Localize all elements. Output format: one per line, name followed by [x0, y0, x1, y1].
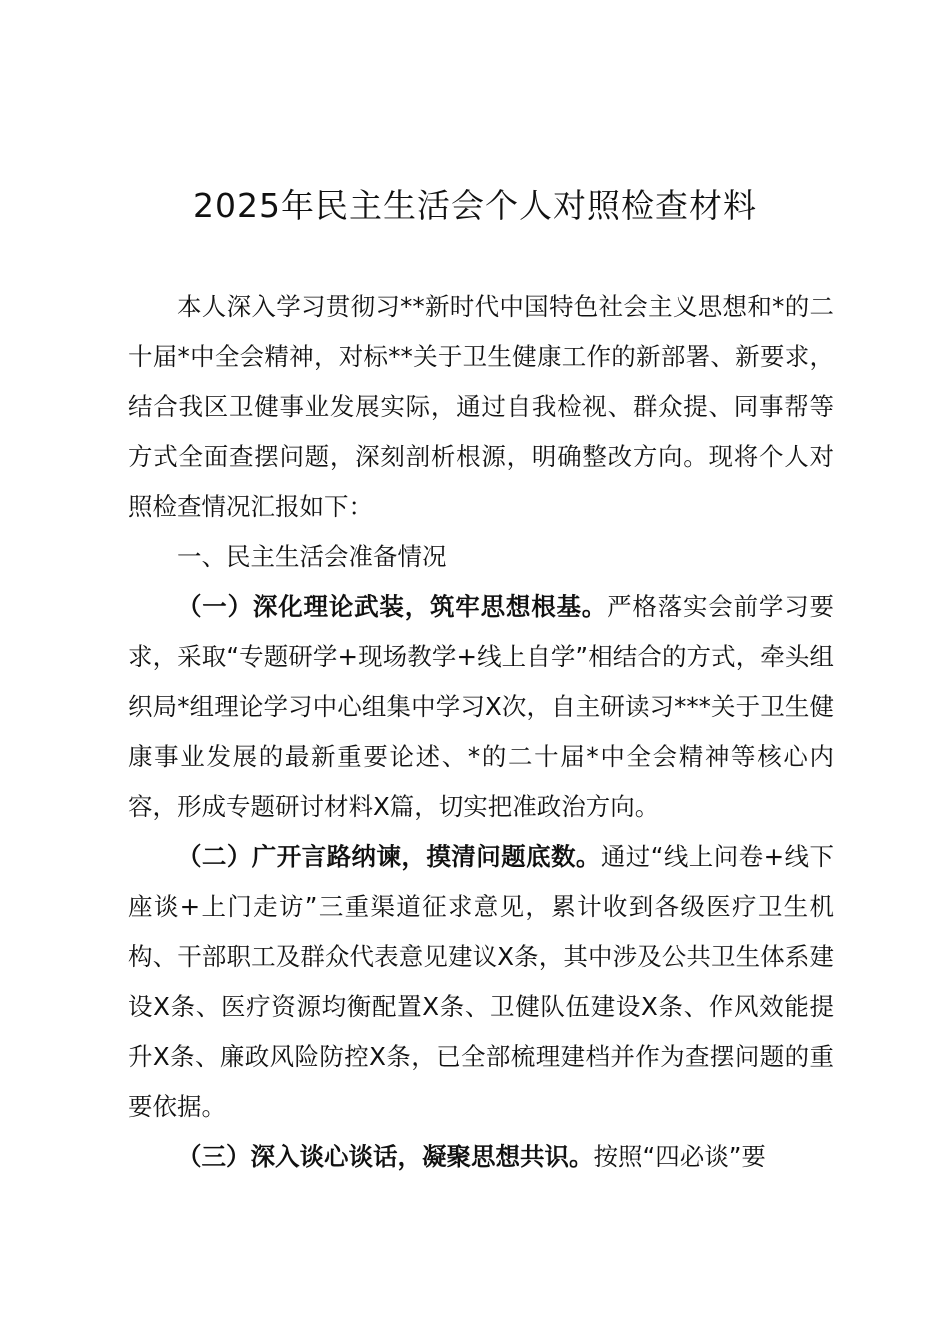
- item-paragraph-3: [128, 1132, 834, 1182]
- intro-paragraph: 本人深入学习贯彻习**新时代中国特色社会主义思想和*的二十届*中全会精神，对标**关于卫生健康工作的新部署、新要求，结合我区卫健事业发展实际，通过自我检视、群众提、同事帮等方式全面查摆问题，深刻剖析根源，明确整改方向。现将个人对照检查情况汇报如下：: [128, 292, 834, 521]
- document-body: [128, 282, 834, 1182]
- item-text-2: 通过“线上问卷+线下座谈+上门走访”三重渠道征求意见，累计收到各级医疗卫生机构、干部职工及群众代表意见建议X条，其中涉及公共卫生体系建设X条、医疗资源均衡配置X条、卫健队伍建设X条、作风效能提升X条、廉政风险防控X条，已全部梳理建档并作为查摆问题的重要依据。: [128, 842, 834, 1121]
- item-lead-1: （一）深化理论武装，筑牢思想根基。: [177, 592, 608, 621]
- item-text-1: 严格落实会前学习要求，采取“专题研学+现场教学+线上自学”相结合的方式，牵头组织局*组理论学习中心组集中学习X次，自主研读习***关于卫生健康事业发展的最新重要论述、*的二十届*中全会精神等核心内容，形成专题研讨材料X篇，切实把准政治方向。: [128, 592, 835, 821]
- section-heading: 一、民主生活会准备情况: [177, 542, 447, 571]
- item-lead-3: （三）深入谈心谈话，凝聚思想共识。: [177, 1142, 594, 1171]
- document-title: 2025年民主生活会个人对照检查材料: [193, 186, 757, 225]
- item-paragraph-2: [128, 832, 834, 1132]
- item-text-3: 按照“四必谈”要: [593, 1142, 766, 1171]
- item-lead-2: （二）广开言路纳谏，摸清问题底数。: [177, 842, 601, 871]
- item-paragraph-1: [128, 582, 834, 832]
